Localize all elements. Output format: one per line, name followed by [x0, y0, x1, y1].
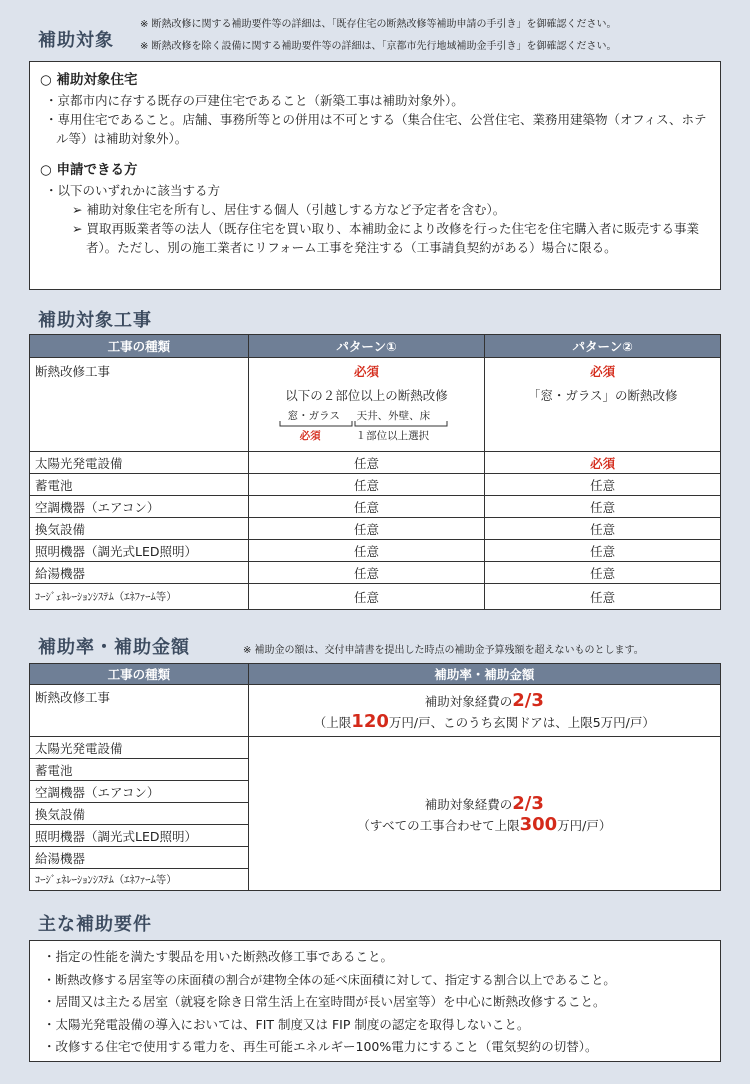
- equipment-rate-cell: [248, 737, 720, 891]
- rate-table: [29, 663, 721, 891]
- section-title-rate: 補助率・補助金額: [38, 637, 190, 658]
- work-name: 断熱改修工事: [30, 685, 249, 737]
- work-name: 空調機器（エアコン）: [30, 781, 249, 803]
- requirement-item: ・太陽光発電設備の導入においては、FIT 制度又は FIP 制度の認定を取得しないこと。: [43, 1016, 530, 1032]
- table-row: [30, 562, 721, 584]
- table-header-row: [30, 335, 721, 358]
- works-table: [29, 334, 721, 610]
- applicant-item: ➢ 買取再販業者等の法人（既存住宅を買い取り、本補助金により改修を行った住宅を住宅購入者に販売する事業者）。ただし、別の施工業者にリフォーム工事を発注する（工事請負契約がある）場合に限る。: [72, 221, 699, 255]
- required-label: 必須: [590, 364, 616, 379]
- limit-suffix: 万円/戸、このうち玄関ドアは、上限5万円/戸）: [388, 714, 655, 730]
- work-name: 断熱改修工事: [30, 358, 249, 452]
- col-header: 工事の種類: [30, 335, 249, 358]
- requirement-item: ・断熱改修する居室等の床面積の割合が建物全体の延べ床面積に対して、指定する割合以上であること。: [43, 972, 616, 987]
- pattern2-value: 任意: [485, 518, 721, 540]
- work-name: 空調機器（エアコン）: [30, 496, 249, 518]
- pattern2-value: 任意: [485, 474, 721, 496]
- p1-desc: 以下の２部位以上の断熱改修: [285, 388, 448, 403]
- note-2: ※ 断熱改修を除く設備に関する補助要件等の詳細は、「京都市先行地域補助金手引き」を御確認ください。: [140, 41, 617, 52]
- part-other: 天井、外壁、床: [356, 410, 431, 422]
- part-window: 窓・ガラス: [287, 410, 340, 422]
- requirements-box: [29, 940, 721, 1062]
- table-row: [30, 452, 721, 474]
- work-name: 照明機器（調光式LED照明）: [30, 825, 249, 847]
- work-name: 換気設備: [30, 518, 249, 540]
- applicant-intro: ・以下のいずれかに該当する方: [45, 183, 221, 198]
- work-name: 給湯機器: [30, 562, 249, 584]
- work-name: 照明機器（調光式LED照明）: [30, 540, 249, 562]
- work-name: 蓄電池: [30, 474, 249, 496]
- limit-suffix: 万円/戸）: [557, 817, 612, 833]
- work-name: 太陽光発電設備: [30, 737, 249, 759]
- note-1: ※ 断熱改修に関する補助要件等の詳細は、「既存住宅の断熱改修等補助申請の手引き」を御確認ください。: [140, 19, 617, 30]
- select-other: １部位以上選択: [355, 430, 430, 442]
- work-name: 換気設備: [30, 803, 249, 825]
- pattern1-value: 任意: [248, 562, 485, 584]
- col-header: パターン①: [248, 335, 485, 358]
- pattern1-value: 任意: [248, 474, 485, 496]
- limit-value: 300: [519, 813, 558, 835]
- col-header: 補助率・補助金額: [248, 664, 720, 685]
- limit-prefix: （上限: [313, 714, 352, 730]
- col-header: パターン②: [485, 335, 721, 358]
- insulation-rate-cell: [248, 685, 720, 737]
- section-title-target: 補助対象: [38, 30, 114, 51]
- table-row: [30, 358, 721, 452]
- requirement-item: ・指定の性能を満たす製品を用いた断熱改修工事であること。: [43, 949, 394, 964]
- work-name: ｺｰｼﾞｪﾈﾚｰｼｮﾝｼｽﾃﾑ（ｴﾈﾌｧｰﾑ等）: [30, 869, 249, 891]
- pattern2-cell: [485, 358, 721, 452]
- pattern1-value: 任意: [248, 452, 485, 474]
- pattern1-value: 任意: [248, 584, 485, 610]
- table-row: [30, 584, 721, 610]
- required-window: 必須: [299, 430, 321, 442]
- requirement-item: ・居間又は主たる居室（就寝を除き日常生活上在室時間が長い居室等）を中心に断熱改修すること。: [43, 994, 606, 1009]
- section-title-requirements: 主な補助要件: [38, 914, 152, 935]
- notes: [140, 14, 617, 58]
- p2-desc: 「窓・ガラス」の断熱改修: [527, 388, 678, 403]
- pattern2-value: 必須: [485, 452, 721, 474]
- work-name: 蓄電池: [30, 759, 249, 781]
- applicant-heading: ○ 申請できる方: [40, 162, 138, 178]
- required-label: 必須: [353, 364, 379, 379]
- limit-prefix: （すべての工事合わせて上限: [357, 817, 520, 833]
- applicant-item: ➢ 補助対象住宅を所有し、居住する個人（引越しする方など予定者を含む）。: [72, 202, 506, 217]
- rate-prefix: 補助対象経費の: [424, 796, 513, 812]
- pattern1-value: 任意: [248, 496, 485, 518]
- work-name: ｺｰｼﾞｪﾈﾚｰｼｮﾝｼｽﾃﾑ（ｴﾈﾌｧｰﾑ等）: [30, 584, 249, 610]
- requirement-item: ・改修する住宅で使用する電力を、再生可能エネルギー100%電力にすること（電気契約の切替）。: [43, 1039, 598, 1054]
- table-row: [30, 685, 721, 737]
- pattern1-value: 任意: [248, 518, 485, 540]
- work-name: 太陽光発電設備: [30, 452, 249, 474]
- section-title-works: 補助対象工事: [38, 310, 152, 331]
- pattern2-value: 任意: [485, 496, 721, 518]
- pattern2-value: 任意: [485, 562, 721, 584]
- table-row: [30, 737, 721, 759]
- table-row: [30, 540, 721, 562]
- housing-item: ・専用住宅であること。店舗、事務所等との併用は不可とする（集合住宅、公営住宅、業務用建築物（オフィス、ホテル等）は補助対象外）。: [45, 112, 707, 146]
- limit-value: 120: [351, 710, 389, 732]
- housing-heading: ○ 補助対象住宅: [40, 72, 138, 88]
- pattern1-value: 任意: [248, 540, 485, 562]
- pattern2-value: 任意: [485, 540, 721, 562]
- col-header: 工事の種類: [30, 664, 249, 685]
- pattern2-value: 任意: [485, 584, 721, 610]
- target-box: [29, 61, 721, 290]
- rate-value: 2/3: [512, 689, 544, 711]
- housing-item: ・京都市内に存する既存の戸建住宅であること（新築工事は補助対象外）。: [45, 93, 464, 108]
- pattern1-cell: [248, 358, 485, 452]
- work-name: 給湯機器: [30, 847, 249, 869]
- table-row: [30, 518, 721, 540]
- rate-note: ※ 補助金の額は、交付申請書を提出した時点の補助金予算残額を超えないものとします。: [243, 645, 644, 656]
- rate-prefix: 補助対象経費の: [424, 693, 513, 709]
- rate-value: 2/3: [512, 792, 544, 814]
- table-header-row: [30, 664, 721, 685]
- table-row: [30, 474, 721, 496]
- parts-diagram: [254, 406, 480, 444]
- table-row: [30, 496, 721, 518]
